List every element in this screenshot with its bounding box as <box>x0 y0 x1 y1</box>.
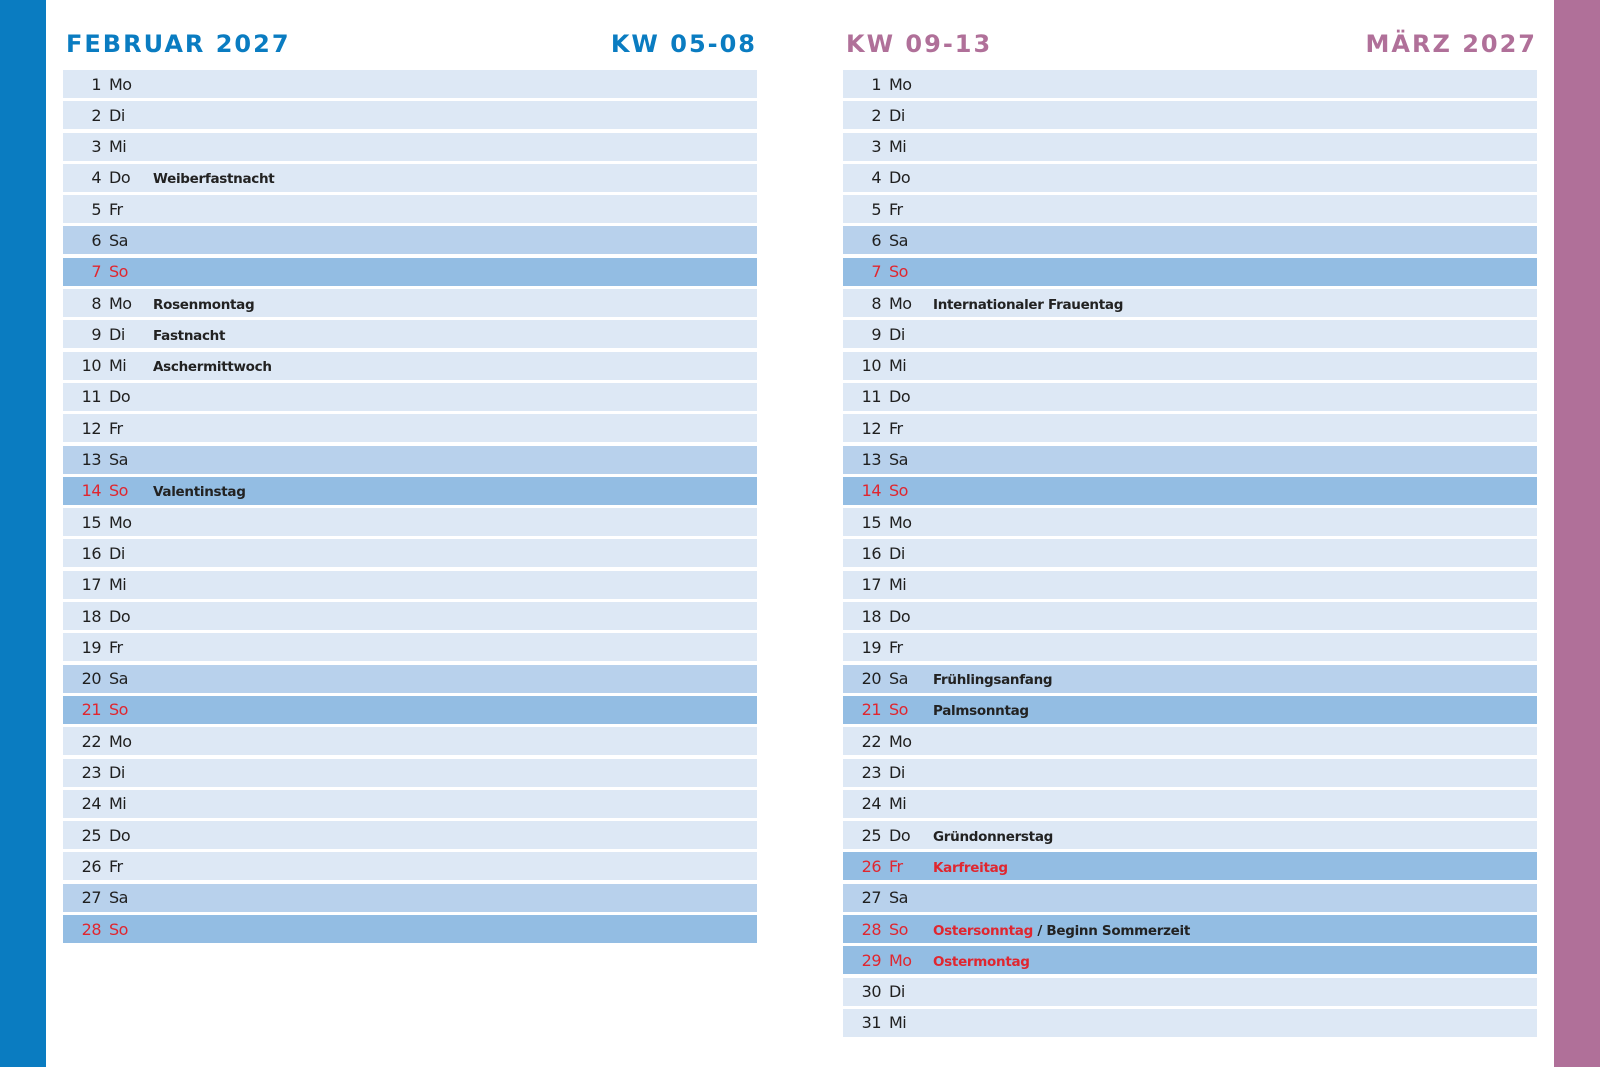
day-number: 18 <box>81 606 101 626</box>
day-note <box>929 294 1123 313</box>
day-note <box>929 427 933 430</box>
day-number: 8 <box>91 293 101 313</box>
day-number: 1 <box>871 74 881 94</box>
day-note <box>929 83 933 86</box>
day-note <box>149 114 153 117</box>
month-title: MÄRZ 2027 <box>1365 30 1537 58</box>
weekday-label: Di <box>889 982 905 1002</box>
day-number: 12 <box>861 418 881 438</box>
day-row[interactable] <box>63 727 757 755</box>
day-row[interactable] <box>63 383 757 411</box>
day-note <box>929 615 933 618</box>
day-number: 6 <box>871 230 881 250</box>
day-note <box>149 208 153 211</box>
weekday-label: Di <box>889 543 905 563</box>
weekday-label: Mi <box>889 794 907 814</box>
day-note <box>929 364 933 367</box>
day-row[interactable] <box>843 352 1537 380</box>
day-note <box>929 552 933 555</box>
day-number: 4 <box>91 168 101 188</box>
weekday-label: Mo <box>889 731 912 751</box>
day-row[interactable] <box>63 101 757 129</box>
weekday-label: Fr <box>889 199 903 219</box>
event-label: Gründonnerstag <box>933 828 1053 845</box>
day-row[interactable] <box>843 946 1537 974</box>
day-number: 13 <box>81 450 101 470</box>
day-number: 14 <box>861 481 881 501</box>
day-note <box>149 270 153 273</box>
weekday-label: Sa <box>109 450 128 470</box>
day-number: 19 <box>81 637 101 657</box>
day-note <box>149 771 153 774</box>
event-label: Rosenmontag <box>153 296 255 313</box>
march-header <box>846 26 1537 62</box>
day-note <box>149 521 153 524</box>
calendar-weeks: KW 05-08 <box>610 30 757 58</box>
day-row[interactable] <box>843 289 1537 317</box>
day-number: 15 <box>81 512 101 532</box>
weekday-label: Do <box>889 168 911 188</box>
day-number: 7 <box>871 262 881 282</box>
day-row[interactable] <box>843 414 1537 442</box>
day-note <box>929 951 1030 970</box>
day-row[interactable] <box>843 852 1537 880</box>
day-note <box>929 208 933 211</box>
february-day-list <box>63 70 757 946</box>
weekday-label: So <box>109 919 128 939</box>
calendar-weeks: KW 09-13 <box>846 30 993 58</box>
event-label: Aschermittwoch <box>153 359 272 376</box>
day-number: 30 <box>861 982 881 1002</box>
day-note <box>149 802 153 805</box>
weekday-label: So <box>889 700 908 720</box>
day-number: 7 <box>91 262 101 282</box>
day-number: 2 <box>871 105 881 125</box>
day-number: 2 <box>91 105 101 125</box>
day-row[interactable] <box>843 915 1537 943</box>
event-label: Internationaler Frauentag <box>933 296 1124 313</box>
weekday-label: Sa <box>889 230 908 250</box>
day-row[interactable] <box>843 508 1537 536</box>
weekday-label: Mo <box>889 950 912 970</box>
weekday-label: Di <box>889 763 905 783</box>
event-label: Ostermontag <box>933 953 1030 970</box>
day-row[interactable] <box>843 884 1537 912</box>
day-row[interactable] <box>63 602 757 630</box>
day-row[interactable] <box>63 70 757 98</box>
day-row[interactable] <box>843 539 1537 567</box>
weekday-label: Mo <box>109 512 132 532</box>
day-row[interactable] <box>843 226 1537 254</box>
day-number: 3 <box>91 137 101 157</box>
day-row[interactable] <box>63 477 757 505</box>
weekday-label: Fr <box>109 199 123 219</box>
day-number: 21 <box>861 700 881 720</box>
day-row[interactable] <box>843 696 1537 724</box>
day-row[interactable] <box>843 70 1537 98</box>
day-note <box>929 896 933 899</box>
day-row[interactable] <box>63 633 757 661</box>
day-note <box>149 168 274 187</box>
february-header <box>66 26 757 62</box>
day-note <box>149 294 254 313</box>
day-note <box>929 857 1008 876</box>
day-number: 29 <box>861 950 881 970</box>
day-note <box>929 270 933 273</box>
day-row[interactable] <box>63 258 757 286</box>
day-number: 22 <box>861 731 881 751</box>
day-row[interactable] <box>843 727 1537 755</box>
weekday-label: Mi <box>889 1013 907 1033</box>
month-title: FEBRUAR 2027 <box>66 30 291 58</box>
event-label: Palmsonntag <box>933 703 1029 720</box>
day-number: 18 <box>861 606 881 626</box>
day-note <box>929 802 933 805</box>
weekday-label: So <box>109 700 128 720</box>
event-label-extra: / Beginn Sommerzeit <box>1032 922 1190 939</box>
day-row[interactable] <box>843 383 1537 411</box>
day-row[interactable] <box>843 790 1537 818</box>
day-row[interactable] <box>843 821 1537 849</box>
event-label: Frühlingsanfang <box>933 672 1053 689</box>
day-note <box>149 145 153 148</box>
day-note <box>149 481 246 500</box>
weekday-label: Sa <box>109 888 128 908</box>
day-note <box>149 395 153 398</box>
day-note <box>149 83 153 86</box>
weekday-label: Mo <box>889 74 912 94</box>
day-number: 14 <box>81 481 101 501</box>
day-row[interactable] <box>63 289 757 317</box>
day-number: 31 <box>861 1013 881 1033</box>
weekday-label: Do <box>109 825 131 845</box>
day-number: 24 <box>81 794 101 814</box>
day-number: 24 <box>861 794 881 814</box>
day-note <box>929 1021 933 1024</box>
weekday-label: Mi <box>109 137 127 157</box>
day-row[interactable] <box>63 508 757 536</box>
day-row[interactable] <box>843 101 1537 129</box>
day-note <box>149 325 225 344</box>
day-number: 11 <box>861 387 881 407</box>
day-number: 10 <box>81 356 101 376</box>
weekday-label: Do <box>109 387 131 407</box>
day-row[interactable] <box>843 759 1537 787</box>
day-number: 4 <box>871 168 881 188</box>
day-row[interactable] <box>63 696 757 724</box>
day-note <box>149 677 153 680</box>
day-row[interactable] <box>63 915 757 943</box>
day-note <box>149 646 153 649</box>
day-note <box>149 427 153 430</box>
day-number: 28 <box>81 919 101 939</box>
day-note <box>929 583 933 586</box>
day-row[interactable] <box>63 133 757 161</box>
day-note <box>929 646 933 649</box>
day-note <box>149 458 153 461</box>
weekday-label: Do <box>109 168 131 188</box>
right-color-edge <box>1554 0 1600 1067</box>
weekday-label: Di <box>109 543 125 563</box>
day-number: 13 <box>861 450 881 470</box>
day-row[interactable] <box>843 1009 1537 1037</box>
day-number: 23 <box>81 763 101 783</box>
weekday-label: Mo <box>109 293 132 313</box>
day-row[interactable] <box>63 320 757 348</box>
weekday-label: Sa <box>889 669 908 689</box>
day-note <box>929 333 933 336</box>
day-number: 11 <box>81 387 101 407</box>
day-number: 8 <box>871 293 881 313</box>
event-label: Ostersonntag <box>933 922 1033 939</box>
day-row[interactable] <box>843 602 1537 630</box>
weekday-label: Fr <box>109 418 123 438</box>
weekday-label: So <box>109 262 128 282</box>
day-number: 15 <box>861 512 881 532</box>
weekday-label: Do <box>109 606 131 626</box>
day-number: 17 <box>81 575 101 595</box>
day-row[interactable] <box>63 821 757 849</box>
weekday-label: Mi <box>109 356 127 376</box>
weekday-label: Fr <box>889 637 903 657</box>
day-number: 9 <box>91 324 101 344</box>
weekday-label: Mo <box>889 512 912 532</box>
day-number: 27 <box>81 888 101 908</box>
weekday-label: Mi <box>889 137 907 157</box>
day-number: 26 <box>81 856 101 876</box>
day-number: 6 <box>91 230 101 250</box>
day-note <box>929 458 933 461</box>
event-label: Weiberfastnacht <box>153 171 275 188</box>
day-note <box>149 239 153 242</box>
weekday-label: Do <box>889 825 911 845</box>
day-row[interactable] <box>843 978 1537 1006</box>
day-number: 1 <box>91 74 101 94</box>
day-row[interactable] <box>63 884 757 912</box>
day-number: 16 <box>81 543 101 563</box>
day-number: 9 <box>871 324 881 344</box>
day-number: 12 <box>81 418 101 438</box>
day-row[interactable] <box>63 571 757 599</box>
day-number: 26 <box>861 856 881 876</box>
day-row[interactable] <box>63 852 757 880</box>
event-label: Fastnacht <box>153 327 226 344</box>
day-number: 19 <box>861 637 881 657</box>
day-note <box>149 615 153 618</box>
day-row[interactable] <box>843 195 1537 223</box>
weekday-label: Mo <box>109 731 132 751</box>
weekday-label: Sa <box>109 230 128 250</box>
day-note <box>929 920 1190 939</box>
day-note <box>929 521 933 524</box>
day-note <box>929 176 933 179</box>
day-row[interactable] <box>843 164 1537 192</box>
weekday-label: Di <box>109 105 125 125</box>
day-number: 5 <box>91 199 101 219</box>
day-row[interactable] <box>843 446 1537 474</box>
day-row[interactable] <box>63 759 757 787</box>
day-note <box>929 740 933 743</box>
day-note <box>149 740 153 743</box>
day-number: 21 <box>81 700 101 720</box>
weekday-label: Sa <box>889 450 908 470</box>
left-color-edge <box>0 0 46 1067</box>
day-number: 16 <box>861 543 881 563</box>
day-note <box>929 145 933 148</box>
weekday-label: Di <box>889 105 905 125</box>
weekday-label: Mi <box>889 356 907 376</box>
day-number: 3 <box>871 137 881 157</box>
day-number: 20 <box>81 669 101 689</box>
day-row[interactable] <box>63 665 757 693</box>
weekday-label: Mo <box>109 74 132 94</box>
weekday-label: Fr <box>109 856 123 876</box>
day-note <box>149 865 153 868</box>
day-number: 28 <box>861 919 881 939</box>
weekday-label: Fr <box>889 856 903 876</box>
day-note <box>149 356 272 375</box>
day-note <box>149 928 153 931</box>
weekday-label: Sa <box>889 888 908 908</box>
day-number: 22 <box>81 731 101 751</box>
day-number: 17 <box>861 575 881 595</box>
weekday-label: Sa <box>109 669 128 689</box>
day-row[interactable] <box>843 571 1537 599</box>
weekday-label: Mi <box>109 575 127 595</box>
weekday-label: Mo <box>889 293 912 313</box>
weekday-label: Do <box>889 387 911 407</box>
day-row[interactable] <box>63 352 757 380</box>
day-note <box>929 395 933 398</box>
weekday-label: Do <box>889 606 911 626</box>
march-day-list <box>843 70 1537 1040</box>
weekday-label: Fr <box>109 637 123 657</box>
day-note <box>929 669 1052 688</box>
weekday-label: Mi <box>889 575 907 595</box>
day-number: 23 <box>861 763 881 783</box>
day-note <box>149 896 153 899</box>
day-note <box>929 771 933 774</box>
day-note <box>149 708 153 711</box>
day-note <box>929 990 933 993</box>
weekday-label: Di <box>109 324 125 344</box>
weekday-label: Fr <box>889 418 903 438</box>
event-label: Karfreitag <box>933 859 1008 876</box>
weekday-label: Di <box>889 324 905 344</box>
day-number: 10 <box>861 356 881 376</box>
day-row[interactable] <box>843 477 1537 505</box>
day-row[interactable] <box>63 539 757 567</box>
day-number: 27 <box>861 888 881 908</box>
day-note <box>929 114 933 117</box>
day-note <box>929 826 1053 845</box>
weekday-label: Mi <box>109 794 127 814</box>
day-note <box>149 583 153 586</box>
day-row[interactable] <box>843 258 1537 286</box>
day-row[interactable] <box>63 226 757 254</box>
day-row[interactable] <box>63 446 757 474</box>
day-number: 25 <box>861 825 881 845</box>
weekday-label: So <box>109 481 128 501</box>
day-row[interactable] <box>63 164 757 192</box>
day-number: 5 <box>871 199 881 219</box>
day-row[interactable] <box>843 665 1537 693</box>
weekday-label: So <box>889 481 908 501</box>
day-row[interactable] <box>63 195 757 223</box>
day-note <box>149 834 153 837</box>
day-row[interactable] <box>63 414 757 442</box>
day-row[interactable] <box>843 320 1537 348</box>
weekday-label: So <box>889 262 908 282</box>
event-label: Valentinstag <box>153 484 246 501</box>
day-note <box>149 552 153 555</box>
day-row[interactable] <box>843 633 1537 661</box>
day-row[interactable] <box>843 133 1537 161</box>
weekday-label: Di <box>109 763 125 783</box>
day-number: 25 <box>81 825 101 845</box>
day-note <box>929 700 1029 719</box>
weekday-label: So <box>889 919 908 939</box>
day-note <box>929 239 933 242</box>
day-number: 20 <box>861 669 881 689</box>
day-note <box>929 489 933 492</box>
day-row[interactable] <box>63 790 757 818</box>
